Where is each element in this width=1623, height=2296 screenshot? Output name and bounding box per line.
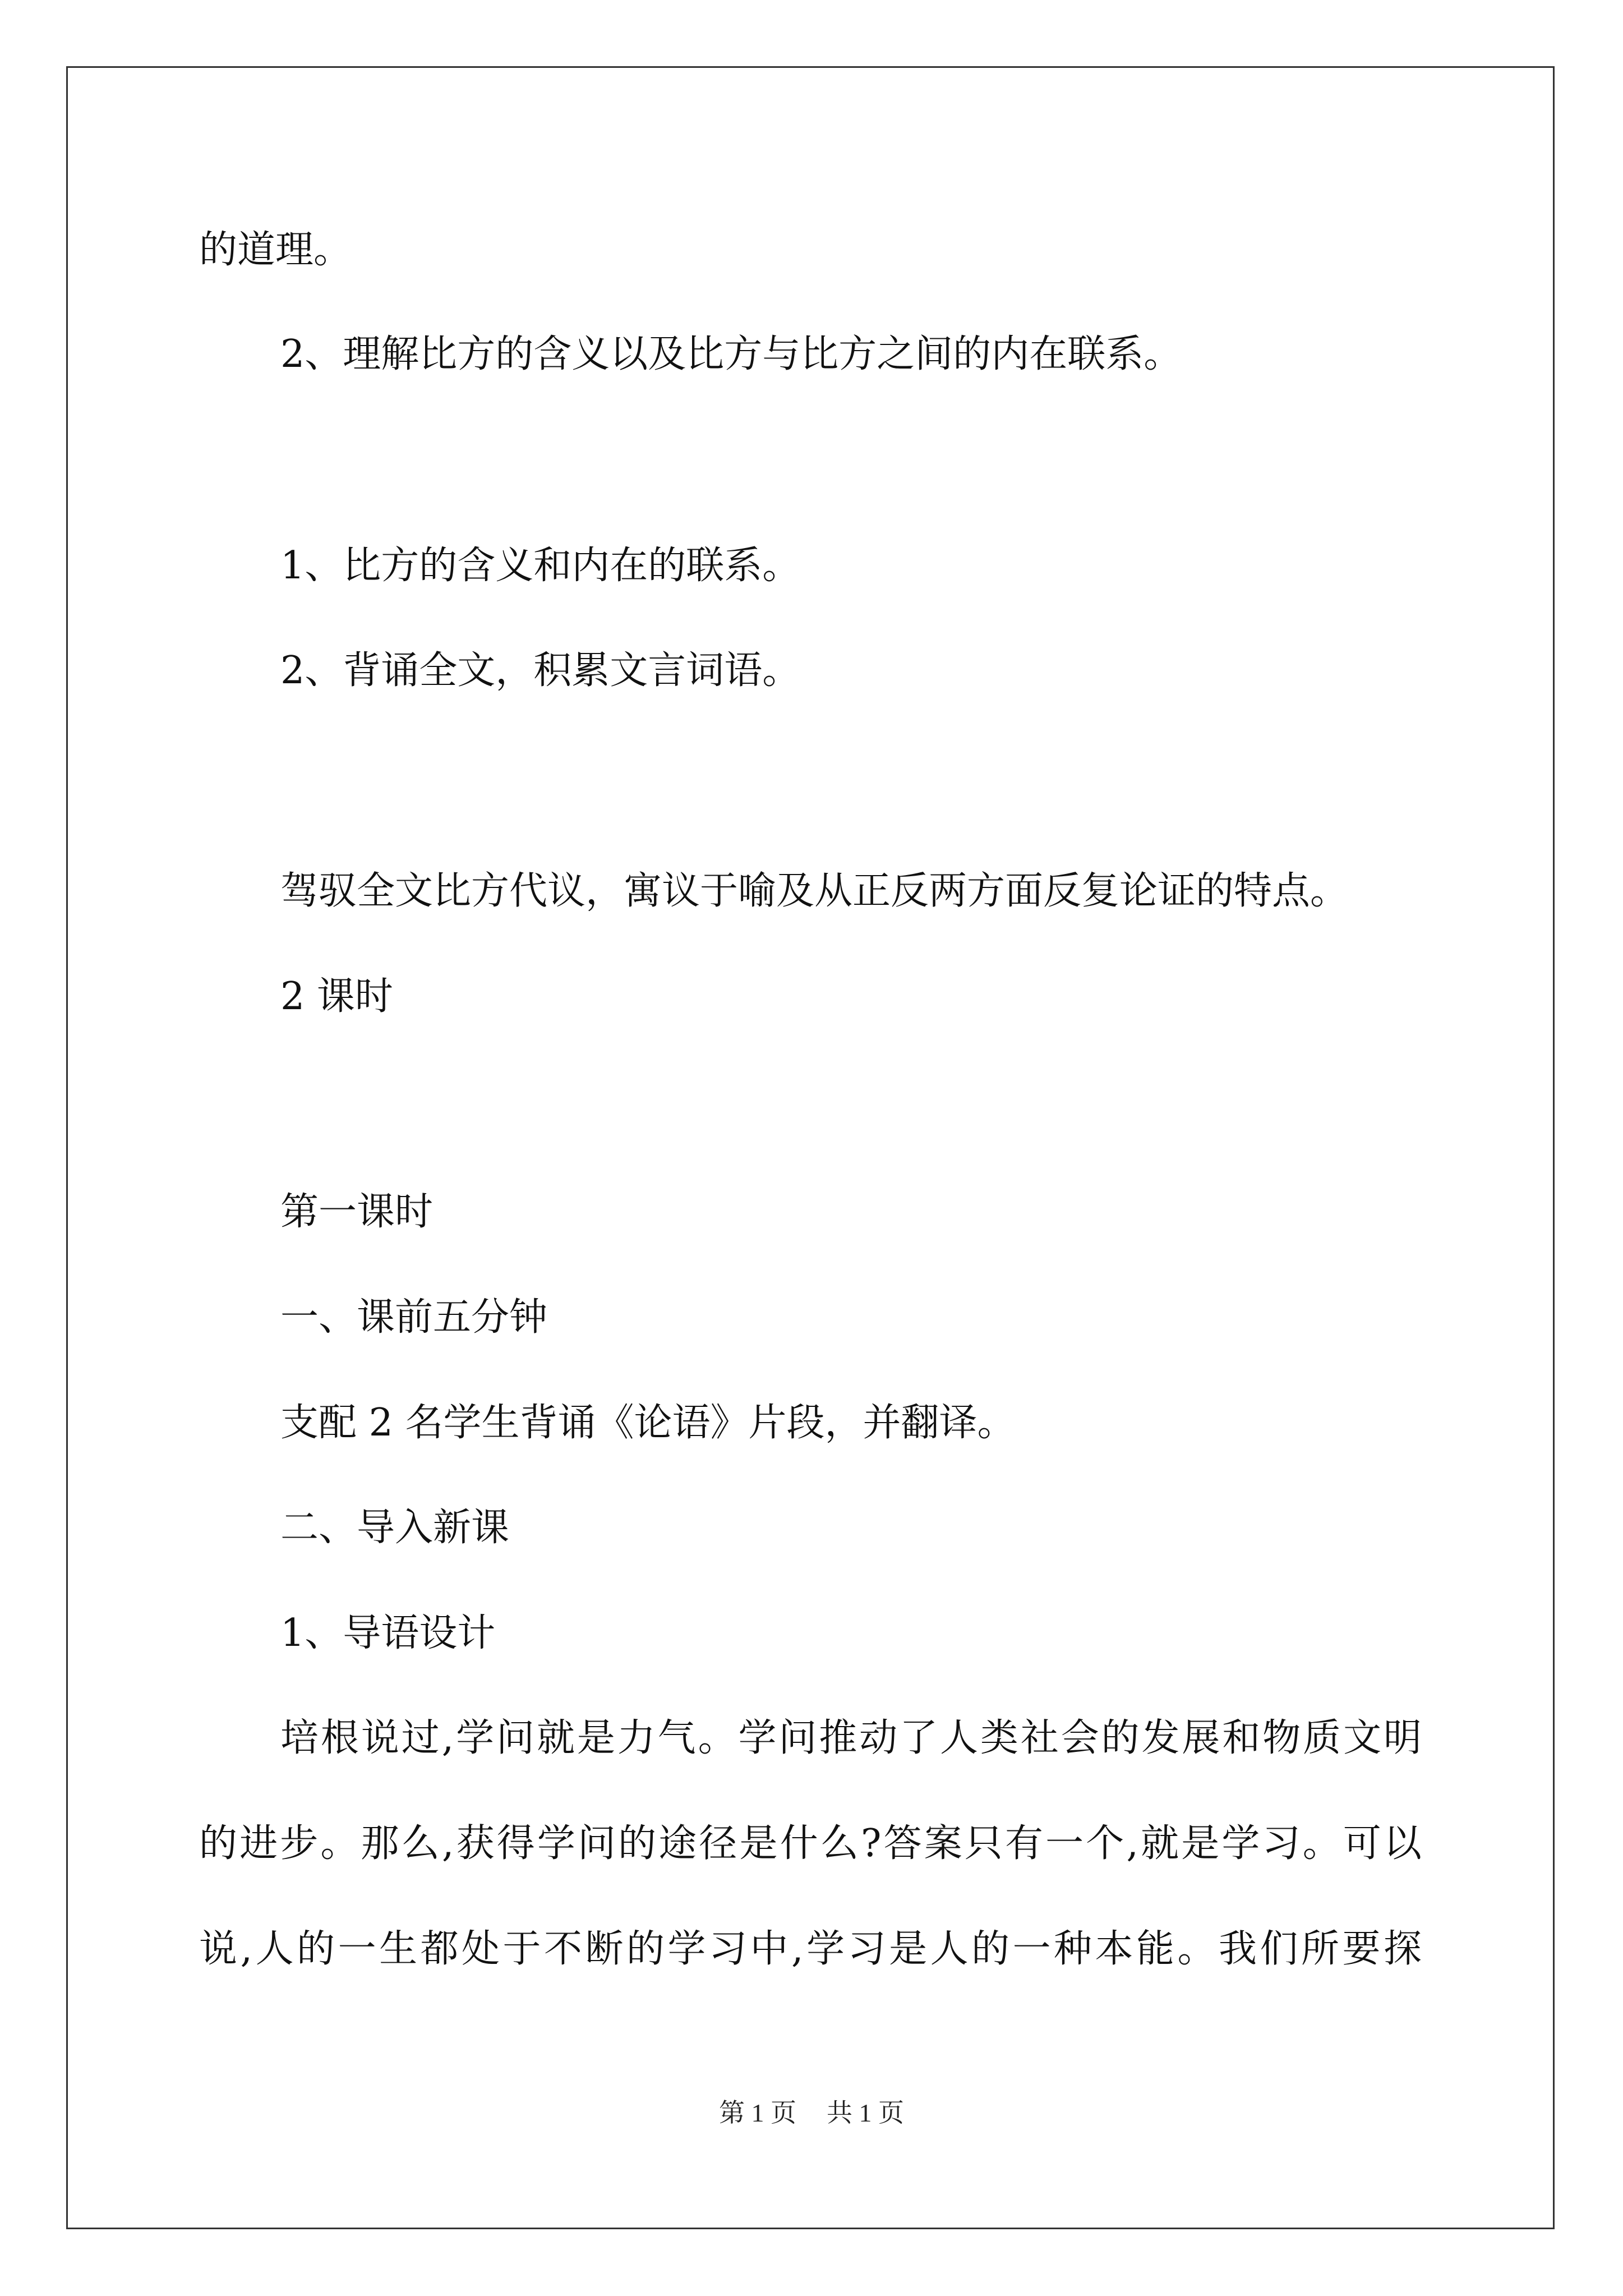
page-border [66, 66, 1555, 2229]
text-line-4: 2、背诵全文，积累文言词语。 [280, 648, 801, 693]
text-line-7: 第一课时 [280, 1190, 434, 1234]
text-line-8: 一、课前五分钟 [280, 1295, 548, 1340]
text-line-6: 2 课时 [280, 974, 393, 1019]
page-number: 第 1 页 [719, 2099, 796, 2127]
text-line-5: 驾驭全文比方代议，寓议于喻及从正反两方面反复论证的特点。 [280, 869, 1349, 913]
page-total: 共 1 页 [827, 2099, 904, 2127]
text-line-1: 的道理。 [199, 228, 352, 272]
text-line-2: 2、理解比方的含义以及比方与比方之间的内在联系。 [280, 332, 1182, 376]
page-footer [0, 2092, 1623, 2129]
text-line-14: 说,人的一生都处于不断的学习中,学习是人的一种本能。我们所要探 [199, 1927, 1422, 1971]
text-line-3: 1、比方的含义和内在的联系。 [280, 544, 801, 588]
text-line-9: 支配 2 名学生背诵《论语》片段，并翻译。 [280, 1401, 1016, 1445]
text-line-10: 二、导入新课 [280, 1506, 510, 1550]
text-line-13: 的进步。那么,获得学问的途径是什么?答案只有一个,就是学习。可以 [199, 1821, 1422, 1866]
text-line-11: 1、导语设计 [280, 1611, 496, 1655]
text-line-12: 培根说过,学问就是力气。学问推动了人类社会的发展和物质文明 [280, 1716, 1422, 1760]
